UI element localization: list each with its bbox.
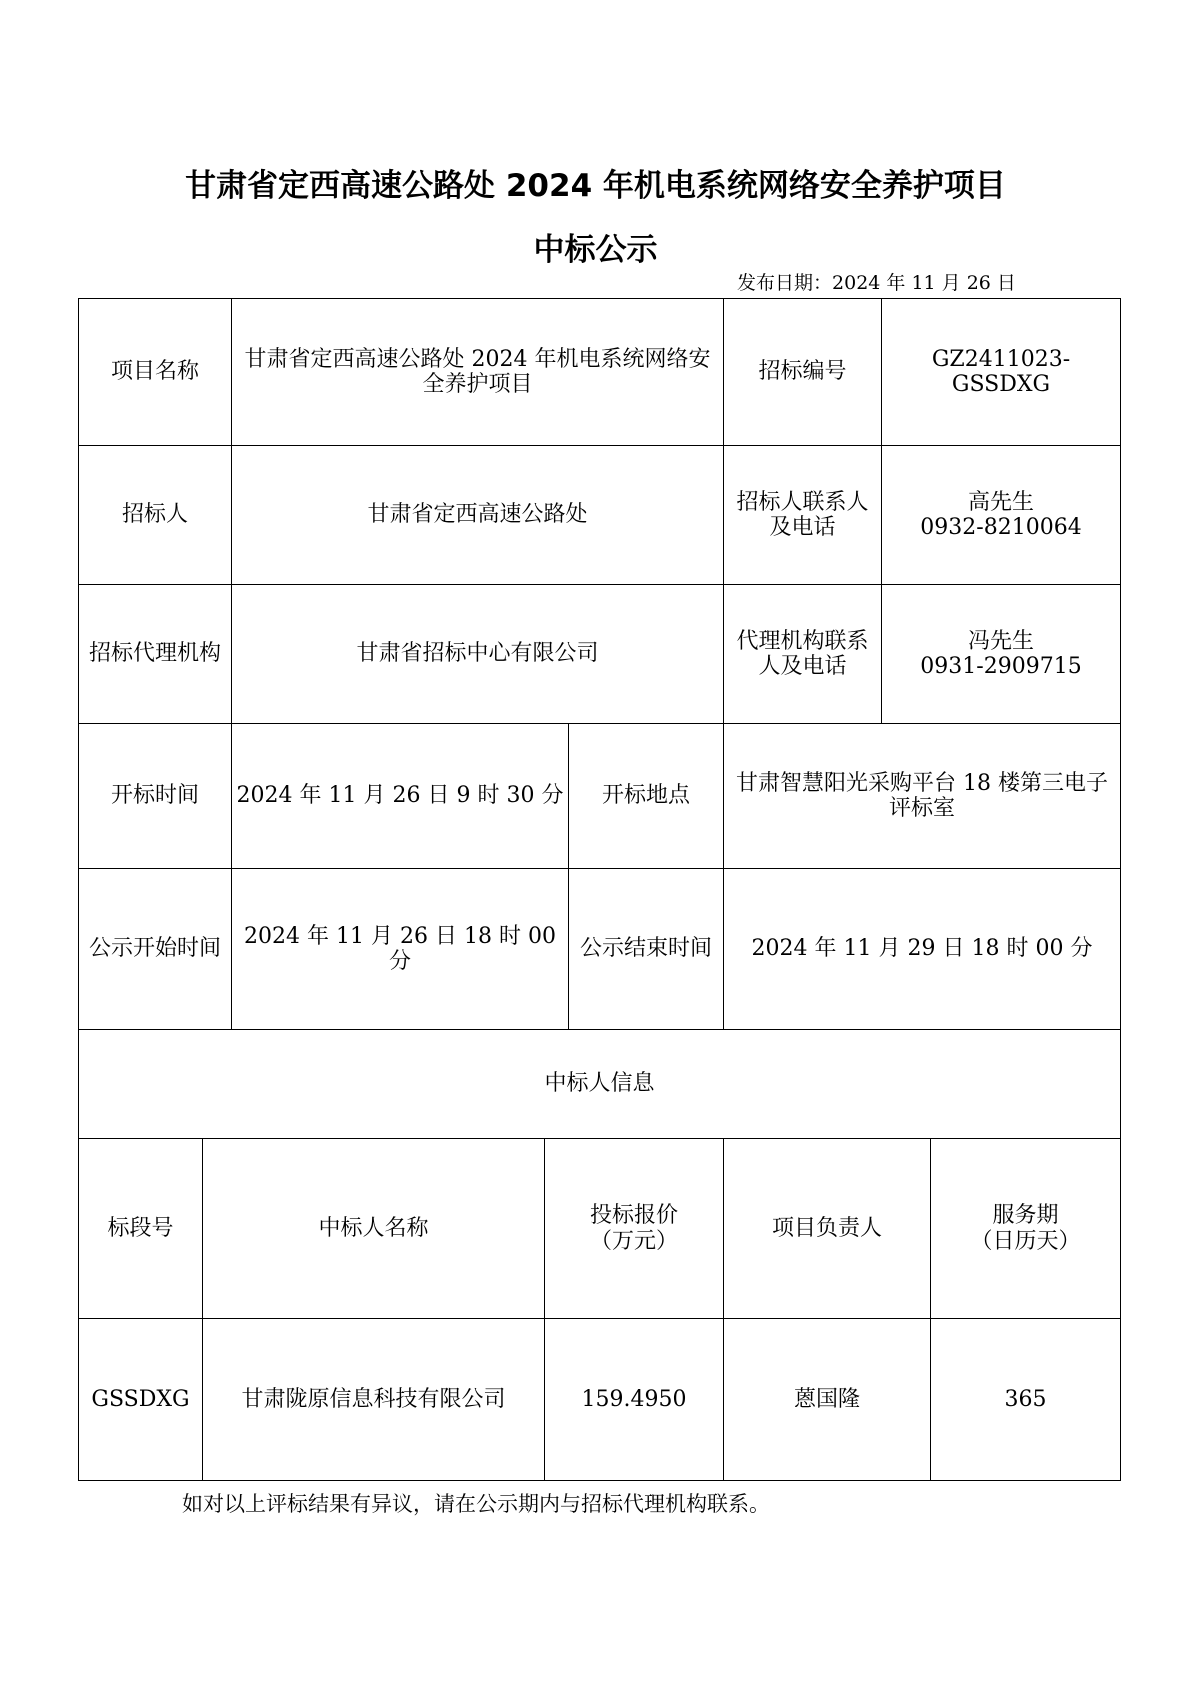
publicity-start-label: 公示开始时间 (78, 868, 232, 1030)
agency-value: 甘肃省招标中心有限公司 (231, 584, 724, 724)
header-bid-line2: （万元） (589, 1228, 678, 1254)
winner-lot: GSSDXG (78, 1318, 203, 1481)
publicity-start-value: 2024 年 11 月 26 日 18 时 00 分 (231, 868, 569, 1030)
header-period-line1: 服务期 (992, 1203, 1059, 1229)
agency-contact-name: 冯先生 (967, 628, 1034, 654)
opening-place-label: 开标地点 (568, 723, 724, 869)
winner-manager: 蒽国隆 (723, 1318, 931, 1481)
tenderer-contact-phone: 0932-8210064 (920, 515, 1082, 540)
publish-date (737, 268, 1016, 295)
tenderer-contact-name: 高先生 (967, 489, 1034, 515)
winner-bid: 159.4950 (544, 1318, 724, 1481)
tenderer-contact-value (881, 445, 1121, 585)
project-name-label: 项目名称 (78, 298, 232, 446)
header-period (930, 1138, 1121, 1319)
opening-place-value: 甘肃智慧阳光采购平台 18 楼第三电子评标室 (723, 723, 1121, 869)
publicity-end-value: 2024 年 11 月 29 日 18 时 00 分 (723, 868, 1121, 1030)
agency-contact-value (881, 584, 1121, 724)
tender-code-value: GZ2411023-GSSDXG (881, 298, 1121, 446)
winner-period: 365 (930, 1318, 1121, 1481)
opening-time-value: 2024 年 11 月 26 日 9 时 30 分 (231, 723, 569, 869)
opening-time-label: 开标时间 (78, 723, 232, 869)
publicity-end-label: 公示结束时间 (568, 868, 724, 1030)
footer-note: 如对以上评标结果有异议，请在公示期内与招标代理机构联系。 (182, 1492, 770, 1516)
agency-label: 招标代理机构 (78, 584, 232, 724)
header-bid (544, 1138, 724, 1319)
agency-contact-phone: 0931-2909715 (920, 654, 1082, 679)
publish-date-value: 2024 年 11 月 26 日 (832, 272, 1016, 294)
header-winner-name: 中标人名称 (202, 1138, 545, 1319)
header-lot: 标段号 (78, 1138, 203, 1319)
tenderer-label: 招标人 (78, 445, 232, 585)
winner-section-heading: 中标人信息 (78, 1029, 1121, 1139)
header-manager: 项目负责人 (723, 1138, 931, 1319)
tender-code-label: 招标编号 (723, 298, 882, 446)
tenderer-value: 甘肃省定西高速公路处 (231, 445, 724, 585)
tenderer-contact-label: 招标人联系人及电话 (723, 445, 882, 585)
winner-name: 甘肃陇原信息科技有限公司 (202, 1318, 545, 1481)
project-name-value: 甘肃省定西高速公路处 2024 年机电系统网络安全养护项目 (231, 298, 724, 446)
document-title: 甘肃省定西高速公路处 2024 年机电系统网络安全养护项目 (185, 168, 1006, 204)
agency-contact-label: 代理机构联系人及电话 (723, 584, 882, 724)
header-period-line2: （日历天） (970, 1228, 1081, 1254)
publish-date-label: 发布日期： (737, 272, 833, 294)
document-subtitle: 中标公示 (533, 232, 658, 268)
header-bid-line1: 投标报价 (589, 1203, 678, 1229)
